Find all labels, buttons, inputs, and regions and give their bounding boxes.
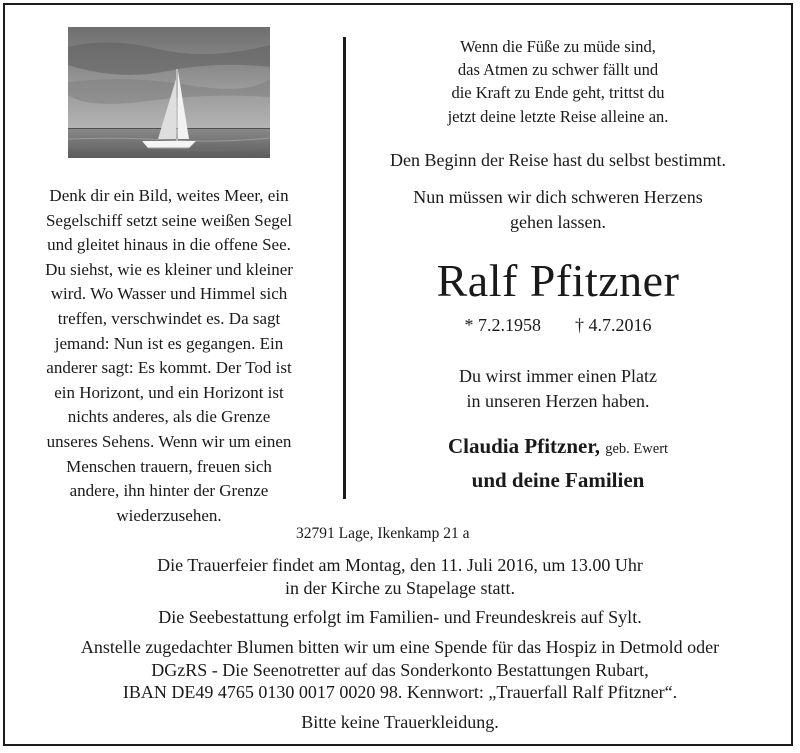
- funeral-info: [8, 554, 792, 599]
- family-signature: und deine Familien: [471, 468, 645, 492]
- poem-line: Du siehst, wie es kleiner und kleiner: [45, 259, 293, 279]
- poem-line: nichts anderes, als die Grenze: [67, 407, 271, 427]
- dress-code: Bitte keine Trauerkleidung.: [301, 712, 499, 732]
- donation-line: Anstelle zugedachter Blumen bitten wir um eine Spende für das Hospiz in Detmold oder: [80, 637, 720, 657]
- remembrance-text: [353, 364, 763, 413]
- signer-name: Claudia Pfitzner,: [447, 434, 600, 458]
- poem-line: andere, ihn hinter der Grenze: [69, 481, 269, 501]
- journey-line: Den Beginn der Reise hast du selbst bestimmt.: [390, 150, 726, 170]
- signer: [353, 433, 763, 462]
- sailboat-photo: [68, 27, 270, 158]
- farewell-line: Nun müssen wir dich schweren Herzens: [413, 187, 703, 207]
- sailboat-image: [68, 27, 270, 158]
- quote-line: Wenn die Füße zu müde sind,: [460, 37, 656, 56]
- poem-line: treffen, verschwindet es. Da sagt: [57, 308, 281, 328]
- poem-line: Segelschiff setzt seine weißen Segel: [45, 210, 293, 230]
- address: 32791 Lage, Ikenkamp 21 a: [296, 525, 470, 542]
- donation-line: DGzRS - Die Seenotretter auf das Sonderkonto Bestattungen Rubart,: [151, 659, 649, 680]
- death-date: † 4.7.2016: [575, 315, 652, 335]
- poem-line: unseres Sehens. Wenn wir um einen: [46, 431, 292, 451]
- funeral-line: Die Trauerfeier findet am Montag, den 11. Juli 2016, um 13.00 Uhr: [157, 555, 643, 575]
- column-divider: [343, 37, 346, 499]
- funeral-line: in der Kirche zu Stapelage statt.: [285, 577, 515, 598]
- farewell-line: gehen lassen.: [510, 211, 606, 232]
- deceased-name: Ralf Pfitzner: [436, 255, 680, 306]
- birth-date: * 7.2.1958: [464, 315, 541, 335]
- poem-line: und gleitet hinaus in die offene See.: [47, 235, 291, 255]
- quote-line: das Atmen zu schwer fällt und: [457, 60, 659, 80]
- donation-line: IBAN DE49 4765 0130 0017 0020 98. Kennwort: „Trauerfall Ralf Pfitzner“.: [122, 682, 678, 702]
- poem-line: jemand: Nun ist es gegangen. Ein: [54, 333, 284, 353]
- opening-quote: [353, 35, 763, 128]
- remembrance-line: Du wirst immer einen Platz: [459, 366, 657, 386]
- quote-line: die Kraft zu Ende geht, trittst du: [451, 83, 665, 103]
- left-poem: [30, 184, 308, 528]
- signer-maiden-name: geb. Ewert: [605, 441, 669, 457]
- donation-info: [8, 636, 792, 704]
- poem-line: ein Horizont, und ein Horizont ist: [54, 382, 284, 402]
- farewell-text: [353, 185, 763, 234]
- remembrance-line: in unseren Herzen haben.: [466, 390, 650, 411]
- poem-line: wird. Wo Wasser und Himmel sich: [50, 284, 288, 304]
- poem-line: Menschen trauern, freuen sich: [66, 456, 272, 476]
- poem-line: anderer sagt: Es kommt. Der Tod ist: [46, 358, 292, 378]
- quote-line: jetzt deine letzte Reise alleine an.: [447, 106, 669, 126]
- sea-burial-info: Die Seebestattung erfolgt im Familien- und Freundeskreis auf Sylt.: [158, 607, 642, 627]
- poem-line: wiederzusehen.: [116, 505, 222, 525]
- life-dates: [353, 314, 763, 336]
- poem-line: Denk dir ein Bild, weites Meer, ein: [49, 186, 289, 205]
